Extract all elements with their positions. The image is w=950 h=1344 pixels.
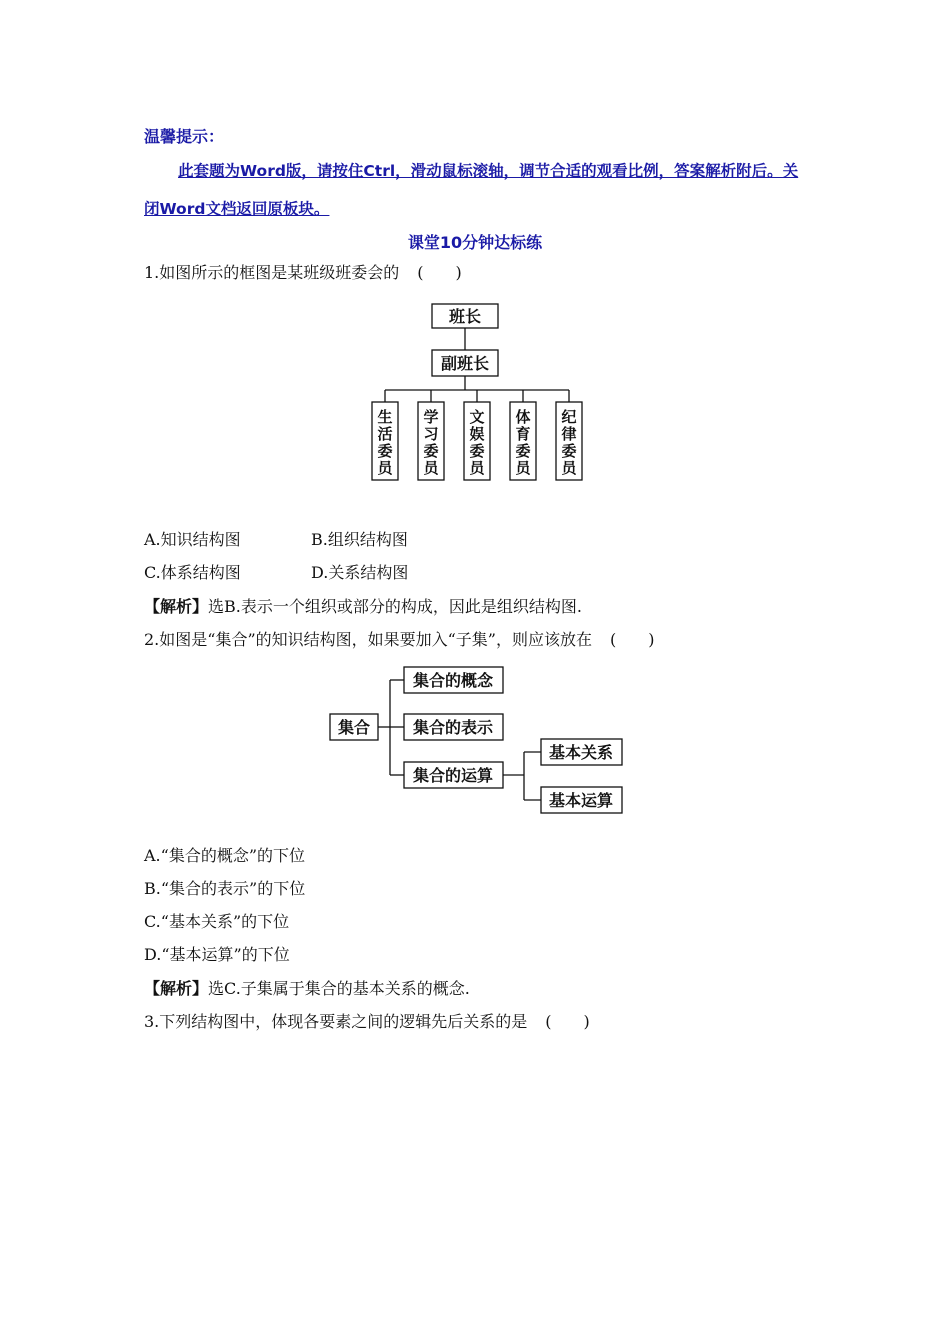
tip-line-1[interactable]: 此套题为Word版，请按住Ctrl，滑动鼠标滚轴，调节合适的观看比例，答案解析附后。关 xyxy=(178,162,799,180)
q1-option-a[interactable]: A.知识结构图 xyxy=(144,530,241,549)
q2-knowledge-chart xyxy=(326,662,630,814)
q2-label-sub-1: 基本关系 xyxy=(548,743,614,762)
q1-option-c[interactable]: C.体系结构图 xyxy=(144,563,241,582)
q2-answer xyxy=(144,978,470,1000)
q2-option-c[interactable]: C.“基本关系”的下位 xyxy=(144,912,290,931)
q1-bracket: ( ) xyxy=(417,263,462,282)
q2-stem-text: 2.如图是“集合”的知识结构图，如果要加入“子集”，则应该放在 xyxy=(144,630,592,649)
q2-option-b[interactable]: B.“集合的表示”的下位 xyxy=(144,879,306,898)
q2-label-branch-3: 集合的运算 xyxy=(412,766,494,785)
section-title: 课堂10分钟达标练 xyxy=(407,233,543,252)
q1-label-member-1: 生活委员 xyxy=(377,408,393,477)
q1-option-d[interactable]: D.关系结构图 xyxy=(311,563,409,582)
q2-answer-text: 选C.子集属于集合的基本关系的概念. xyxy=(208,979,470,998)
q2-stem xyxy=(144,629,655,651)
q1-label-member-5: 纪律委员 xyxy=(561,408,577,477)
q3-stem xyxy=(144,1011,590,1033)
q2-answer-tag: 【解析】 xyxy=(144,979,209,998)
q2-label-sub-2: 基本运算 xyxy=(548,791,614,810)
q2-option-d[interactable]: D.“基本运算”的下位 xyxy=(144,945,290,964)
q1-answer xyxy=(144,596,582,618)
q1-option-b[interactable]: B.组织结构图 xyxy=(311,530,408,549)
q1-label-member-2: 学习委员 xyxy=(423,408,439,477)
q1-label-member-3: 文娱委员 xyxy=(469,408,485,477)
q2-label-branch-1: 集合的概念 xyxy=(412,671,494,690)
q1-label-member-4: 体育委员 xyxy=(515,408,531,477)
q1-label-vice-monitor: 副班长 xyxy=(440,354,490,373)
tip-line-2[interactable]: 闭Word文档返回原板块。 xyxy=(144,200,330,218)
q1-answer-tag: 【解析】 xyxy=(144,597,209,616)
q1-stem xyxy=(144,262,462,284)
q1-stem-text: 1.如图所示的框图是某班级班委会的 xyxy=(144,263,400,282)
q1-org-chart xyxy=(360,300,590,490)
tip-title: 温馨提示： xyxy=(144,127,225,146)
q2-option-a[interactable]: A.“集合的概念”的下位 xyxy=(144,846,306,865)
q2-label-branch-2: 集合的表示 xyxy=(412,718,494,737)
q3-bracket: ( ) xyxy=(545,1012,590,1031)
q2-label-root: 集合 xyxy=(337,718,371,737)
q2-bracket: ( ) xyxy=(610,630,655,649)
q3-stem-text: 3.下列结构图中，体现各要素之间的逻辑先后关系的是 xyxy=(144,1012,528,1031)
q1-answer-text: 选B.表示一个组织或部分的构成，因此是组织结构图. xyxy=(208,597,582,616)
q1-label-monitor: 班长 xyxy=(448,307,482,326)
